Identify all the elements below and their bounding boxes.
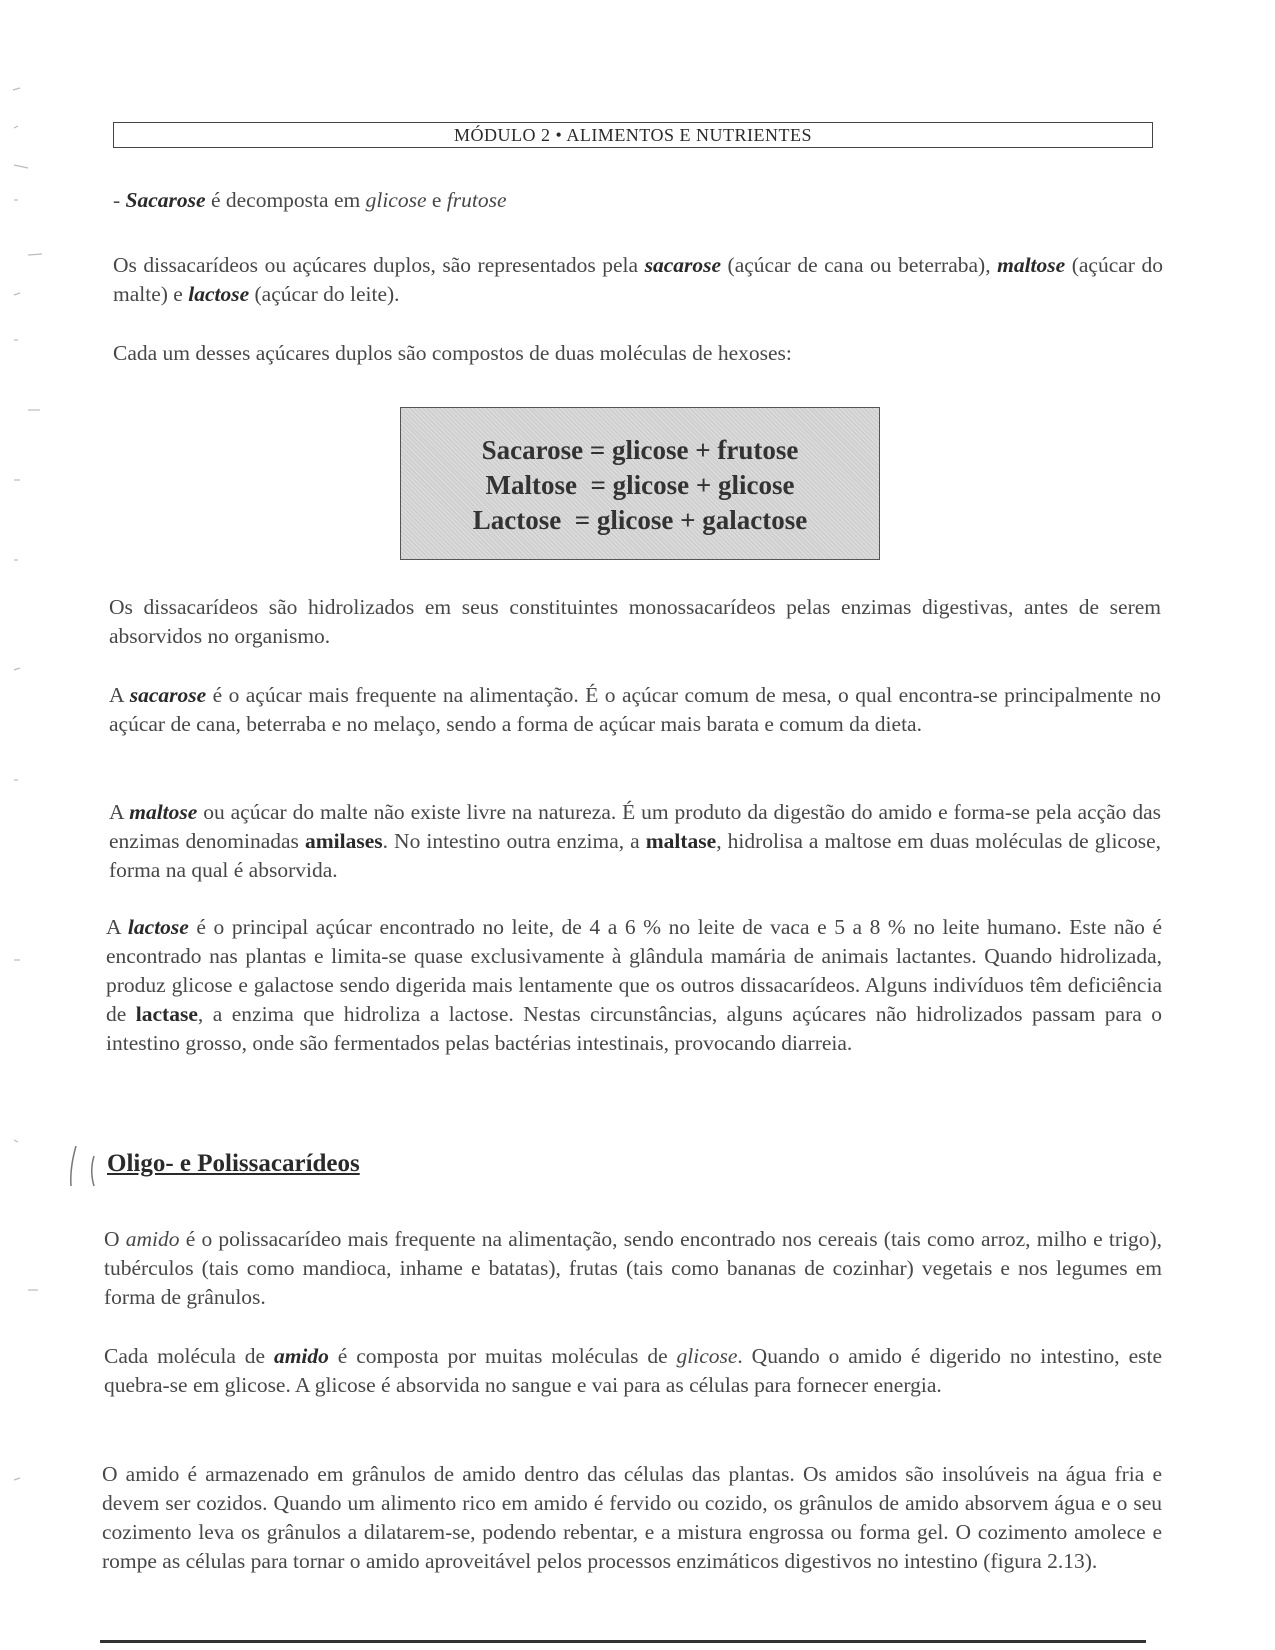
formula-sacarose: Sacarose = glicose + frutose bbox=[481, 435, 799, 465]
term-sacarose: sacarose bbox=[644, 253, 722, 277]
term-lactose: lactose bbox=[188, 282, 250, 306]
term-lactose: lactose bbox=[127, 915, 189, 939]
paragraph-maltose: A maltose ou açúcar do malte não existe livre na natureza. É um produto da digestão do amido e forma-se pela acção das enzimas denominadas amilases. No intestino outra enzima, a maltase, hidrolisa a maltose em duas moléculas de glicose, forma na qual é absorvida. bbox=[109, 800, 1162, 882]
handwritten-bracket-mark bbox=[64, 1142, 100, 1190]
paragraph-hexoses: Cada um desses açúcares duplos são compostos de duas moléculas de hexoses: bbox=[113, 341, 792, 365]
section-heading: Oligo- e Polissacarídeos bbox=[107, 1150, 360, 1177]
scan-margin-marks bbox=[8, 80, 48, 1630]
term-frutose: frutose bbox=[446, 188, 507, 212]
term-lactase: lactase bbox=[135, 1002, 198, 1026]
paragraph-dissacarideos-intro: Os dissacarídeos ou açúcares duplos, são representados pela sacarose (açúcar de cana ou beterraba), maltose (açúcar do malte) e lactose (açúcar do leite). bbox=[113, 253, 1163, 306]
module-header: MÓDULO 2 • ALIMENTOS E NUTRIENTES bbox=[113, 122, 1153, 148]
term-sacarose: Sacarose bbox=[125, 188, 206, 212]
paragraph-amido-molecula: Cada molécula de amido é composta por muitas moléculas de glicose. Quando o amido é digerido no intestino, este quebra-se em glicose. A glicose é absorvida no sangue e vai para as células para fornecer energia. bbox=[104, 1344, 1162, 1397]
bottom-rule bbox=[100, 1640, 1146, 1643]
term-amido: amido bbox=[125, 1227, 180, 1251]
paragraph-amido-intro: O amido é o polissacarídeo mais frequente na alimentação, sendo encontrado nos cereais (tais como arroz, milho e trigo), tubérculos (tais como mandioca, inhame e batatas), frutas (tais como bananas de cozinhar) vegetais e nos legumes em forma de grânulos. bbox=[104, 1227, 1162, 1309]
term-glicose: glicose bbox=[676, 1344, 738, 1368]
paragraph-hidrolise: Os dissacarídeos são hidrolizados em seus constituintes monossacarídeos pelas enzimas digestivas, antes de serem absorvidos no organismo. bbox=[109, 595, 1161, 648]
term-sacarose: sacarose bbox=[129, 683, 207, 707]
term-glicose: glicose bbox=[365, 188, 427, 212]
formula-box bbox=[400, 407, 880, 560]
paragraph-sacarose: A sacarose é o açúcar mais frequente na alimentação. É o açúcar comum de mesa, o qual encontra-se principalmente no açúcar de cana, beterraba e no melaço, sendo a forma de açúcar mais barata e comum da dieta. bbox=[109, 683, 1161, 736]
term-maltose: maltose bbox=[997, 253, 1066, 277]
term-maltose: maltose bbox=[129, 800, 198, 824]
paragraph-sacarose-decomposition: - Sacarose é decomposta em glicose e frutose bbox=[113, 188, 507, 212]
formula-lactose: Lactose = glicose + galactose bbox=[472, 505, 808, 535]
term-maltase: maltase bbox=[645, 829, 717, 853]
paragraph-lactose: A lactose é o principal açúcar encontrado no leite, de 4 a 6 % no leite de vaca e 5 a 8 % no leite humano. Este não é encontrado nas plantas e limita-se quase exclusivamente à glândula mamária de animais lactantes. Quando hidrolizada, produz glicose e galactose sendo digerida mais lentamente que os outros dissacarídeos. Alguns indivíduos têm deficiência de lactase, a enzima que hidroliza a lactose. Nestas circunstâncias, alguns açúcares não hidrolizados passam para o intestino grosso, onde são fermentados pelas bactérias intestinais, provocando diarreia. bbox=[106, 915, 1162, 1055]
paragraph-amido-armazenamento: O amido é armazenado em grânulos de amido dentro das células das plantas. Os amidos são insolúveis na água fria e devem ser cozidos. Quando um alimento rico em amido é fervido ou cozido, os grânulos de amido absorvem água e o seu cozimento leva os grânulos a dilatarem-se, podendo rebentar, e a mistura engrossa ou forma gel. O cozimento amolece e rompe as células para tornar o amido aproveitável pelos processos enzimáticos digestivos no intestino (figura 2.13). bbox=[102, 1462, 1162, 1573]
term-amilases: amilases bbox=[304, 829, 383, 853]
term-amido: amido bbox=[273, 1344, 329, 1368]
formula-maltose: Maltose = glicose + glicose bbox=[485, 470, 795, 500]
